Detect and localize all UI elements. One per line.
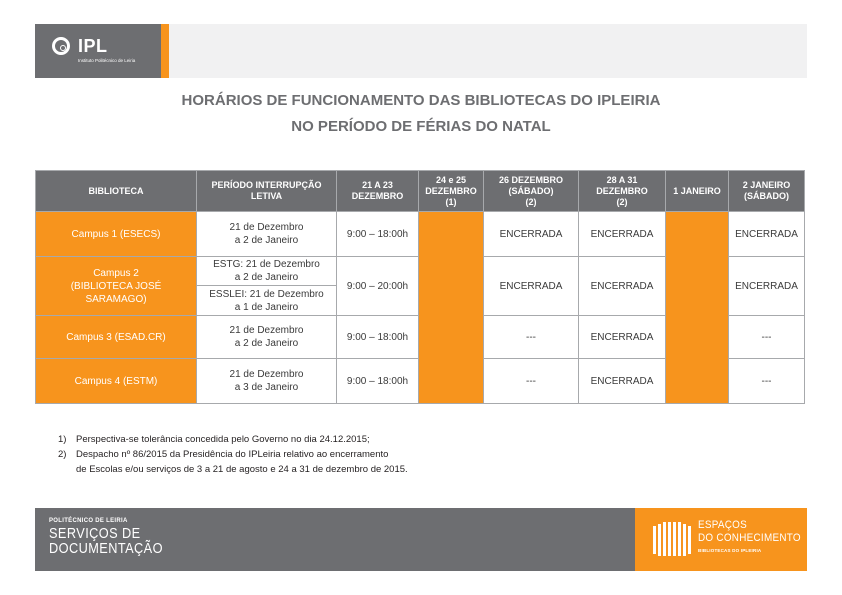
header-26-dezembro: 26 DEZEMBRO (SÁBADO) (2) (484, 171, 579, 212)
d28-31-cell: ENCERRADA (579, 257, 666, 316)
d26-cell: --- (484, 359, 579, 404)
header-light-band (169, 24, 807, 78)
footer-org-small: POLITÉCNICO DE LEIRIA (49, 518, 128, 524)
periodo-estg-cell: ESTG: 21 de Dezembro a 2 de Janeiro (197, 257, 337, 286)
page-title-line2: NO PERÍODO DE FÉRIAS DO NATAL (291, 118, 551, 135)
header-24-25-dezembro: 24 e 25 DEZEMBRO (1) (419, 171, 484, 212)
header-orange-accent (161, 24, 169, 78)
periodo-cell: 21 de Dezembro a 3 de Janeiro (197, 359, 337, 404)
footer-brand-sub: BIBLIOTECAS DO IPLEIRIA (698, 548, 762, 553)
closed-1-janeiro-column (666, 212, 729, 404)
schedule-table (35, 170, 805, 404)
footer-brand-name: ESPAÇOS DO CONHECIMENTO (698, 519, 801, 544)
campus-2-cell: Campus 2 (BIBLIOTECA JOSÉ SARAMAGO) (36, 257, 197, 316)
hours-21-23-cell: 9:00 – 18:00h (337, 359, 419, 404)
table-row (36, 212, 805, 257)
logo-ring-icon (52, 37, 70, 55)
header-1-janeiro: 1 JANEIRO (666, 171, 729, 212)
d28-31-cell: ENCERRADA (579, 316, 666, 359)
header-28-31-dezembro: 28 A 31 DEZEMBRO (2) (579, 171, 666, 212)
jan2-cell: --- (729, 316, 805, 359)
page-title-line1: HORÁRIOS DE FUNCIONAMENTO DAS BIBLIOTECAS DO IPLEIRIA (181, 92, 661, 109)
footnote-1: 1) Perspectiva-se tolerância concedida pelo Governo no dia 24.12.2015; (58, 434, 370, 445)
book-icon (653, 520, 691, 558)
periodo-esslei-cell: ESSLEI: 21 de Dezembro a 1 de Janeiro (197, 286, 337, 316)
hours-21-23-cell: 9:00 – 18:00h (337, 316, 419, 359)
campus-3-cell: Campus 3 (ESAD.CR) (36, 316, 197, 359)
header-2-janeiro: 2 JANEIRO (SÁBADO) (729, 171, 805, 212)
periodo-cell: 21 de Dezembro a 2 de Janeiro (197, 212, 337, 257)
table-header-row (36, 171, 805, 212)
campus-1-cell: Campus 1 (ESECS) (36, 212, 197, 257)
hours-21-23-cell: 9:00 – 20:00h (337, 257, 419, 316)
logo-subtitle: Instituto Politécnico de Leiria (78, 58, 136, 63)
header-biblioteca: BIBLIOTECA (36, 171, 197, 212)
campus-4-cell: Campus 4 (ESTM) (36, 359, 197, 404)
header-periodo: PERÍODO INTERRUPÇÃO LETIVA (197, 171, 337, 212)
jan2-cell: --- (729, 359, 805, 404)
hours-21-23-cell: 9:00 – 18:00h (337, 212, 419, 257)
footnotes (58, 432, 408, 477)
d26-cell: ENCERRADA (484, 257, 579, 316)
jan2-cell: ENCERRADA (729, 257, 805, 316)
ipl-logo (52, 37, 162, 67)
periodo-cell: 21 de Dezembro a 2 de Janeiro (197, 316, 337, 359)
footnote-2: 2) Despacho nº 86/2015 da Presidência do IPLeiria relativo ao encerramento de Escolas e/ou serviços de 3 a 21 de agosto e 24 a 31 de dezembro de 2015. (58, 449, 408, 475)
footer-org-name: SERVIÇOS DE DOCUMENTAÇÃO (49, 525, 163, 557)
closed-24-25-column (419, 212, 484, 404)
d28-31-cell: ENCERRADA (579, 212, 666, 257)
jan2-cell: ENCERRADA (729, 212, 805, 257)
header-21-23-dezembro: 21 A 23 DEZEMBRO (337, 171, 419, 212)
d26-cell: ENCERRADA (484, 212, 579, 257)
logo-text: IPL (78, 36, 108, 56)
d28-31-cell: ENCERRADA (579, 359, 666, 404)
d26-cell: --- (484, 316, 579, 359)
